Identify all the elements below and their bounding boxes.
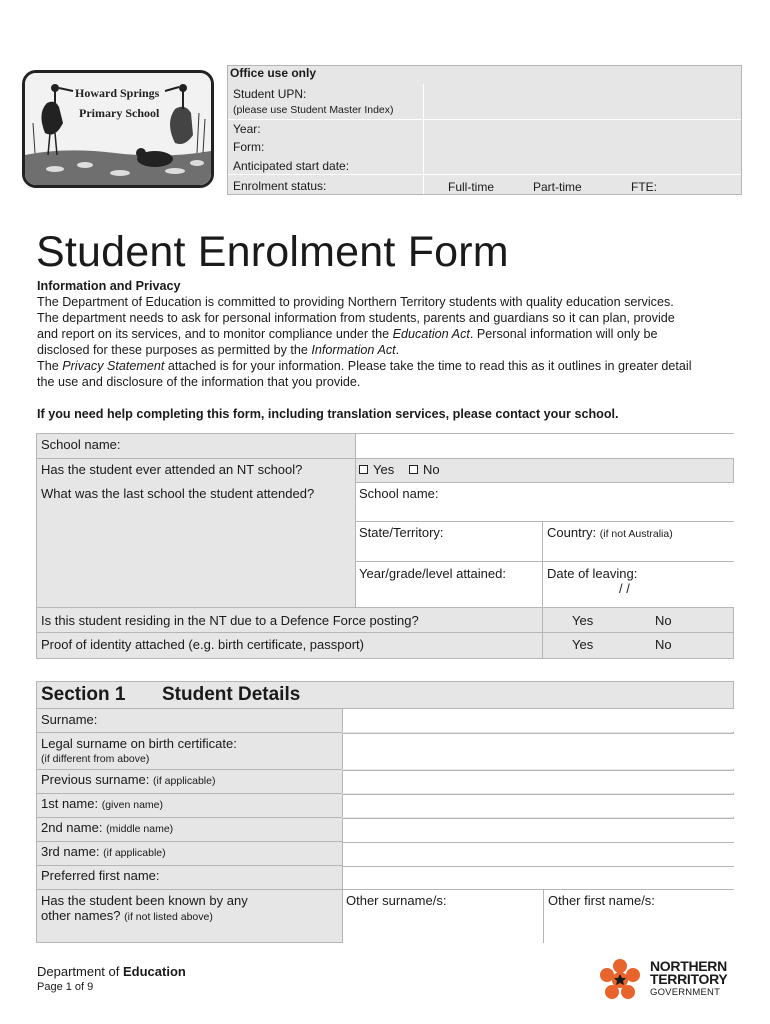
attended-yes[interactable]: Yes <box>359 462 394 477</box>
office-title: Office use only <box>230 66 317 80</box>
legal-surname-input[interactable] <box>342 733 734 769</box>
privacy-paragraph-1: The Department of Education is committed to providing Northern Territory students with quality education services. The department needs to ask for personal information from students, parents and guardians so it can plan, provide and report on its services, and to monitor compliance under the Education Act. Personal information will only be disclosed for these purposes as permitted by the Information Act. <box>37 295 675 357</box>
form-label: Form: <box>233 140 265 154</box>
student-details-section <box>36 681 734 943</box>
last-school-question: What was the last school the student attended? <box>41 486 315 501</box>
footer-department: Department of Education <box>37 964 186 979</box>
first-name-label: 1st name: (given name) <box>41 796 163 811</box>
office-divider <box>423 84 424 194</box>
preferred-name-label: Preferred first name: <box>41 868 160 883</box>
known-by-question-line1: Has the student been known by any <box>41 893 248 908</box>
defence-question: Is this student residing in the NT due to a Defence Force posting? <box>41 613 419 628</box>
state-territory-label: State/Territory: <box>359 525 444 540</box>
other-first-name-label: Other first name/s: <box>548 893 655 908</box>
second-name-label: 2nd name: (middle name) <box>41 820 174 835</box>
enrolment-status-label: Enrolment status: <box>233 179 327 193</box>
school-history-table <box>36 433 734 659</box>
nt-government-wordmark: NORTHERN TERRITORY GOVERNMENT <box>650 958 728 998</box>
surname-input[interactable] <box>342 709 734 732</box>
logo-line-2: Primary School <box>79 106 160 120</box>
attended-nt-question: Has the student ever attended an NT school? <box>41 462 303 477</box>
privacy-paragraph-2: The Privacy Statement attached is for your information. Please take the time to read this as it outlines in greater detail the use and disclosure of the information that you provide. <box>37 359 692 389</box>
defence-yes[interactable]: Yes <box>572 613 594 628</box>
student-upn-note: (please use Student Master Index) <box>233 104 394 116</box>
date-leaving-slashes: / / <box>619 581 630 596</box>
year-level-label: Year/grade/level attained: <box>359 566 506 581</box>
other-surname-label: Other surname/s: <box>346 893 447 908</box>
third-name-input[interactable] <box>342 842 734 866</box>
defence-no[interactable]: No <box>655 613 672 628</box>
surname-label: Surname: <box>41 712 98 727</box>
legal-surname-note: (if different from above) <box>41 753 150 765</box>
known-by-question-line2: other names? (if not listed above) <box>41 908 213 923</box>
privacy-intro <box>37 278 697 390</box>
third-name-label: 3rd name: (if applicable) <box>41 844 166 859</box>
checkbox-icon[interactable] <box>409 465 418 474</box>
last-school-name-label: School name: <box>359 486 439 501</box>
proof-question: Proof of identity attached (e.g. birth certificate, passport) <box>41 637 364 652</box>
country-label: Country: (if not Australia) <box>547 525 673 540</box>
second-name-input[interactable] <box>342 818 734 842</box>
school-name-input[interactable] <box>355 434 734 458</box>
checkbox-icon[interactable] <box>359 465 368 474</box>
previous-surname-input[interactable] <box>342 770 734 793</box>
preferred-name-input[interactable] <box>342 866 734 889</box>
school-logo <box>22 70 214 188</box>
proof-no[interactable]: No <box>655 637 672 652</box>
legal-surname-label: Legal surname on birth certificate: <box>41 736 237 751</box>
page-title: Student Enrolment Form <box>36 228 509 276</box>
student-upn-label: Student UPN: <box>233 87 307 101</box>
page-number: Page 1 of 9 <box>37 981 94 993</box>
logo-line-1: Howard Springs <box>75 86 160 100</box>
section-title: Student Details <box>162 684 301 705</box>
attended-no[interactable]: No <box>409 462 440 477</box>
date-leaving-label: Date of leaving: <box>547 566 638 581</box>
year-label: Year: <box>233 122 261 136</box>
first-name-input[interactable] <box>342 794 734 817</box>
privacy-heading: Information and Privacy <box>37 279 181 293</box>
fte-label: FTE: <box>631 180 657 194</box>
help-notice: If you need help completing this form, including translation services, please contact your school. <box>37 407 619 421</box>
fulltime-option[interactable]: Full-time <box>448 180 495 194</box>
parttime-option[interactable]: Part-time <box>533 180 582 194</box>
section-number: Section 1 <box>41 684 126 705</box>
previous-surname-label: Previous surname: (if applicable) <box>41 772 216 787</box>
start-date-label: Anticipated start date: <box>233 159 350 173</box>
proof-yes[interactable]: Yes <box>572 637 594 652</box>
office-use-box <box>227 65 742 195</box>
school-name-label: School name: <box>41 437 121 452</box>
